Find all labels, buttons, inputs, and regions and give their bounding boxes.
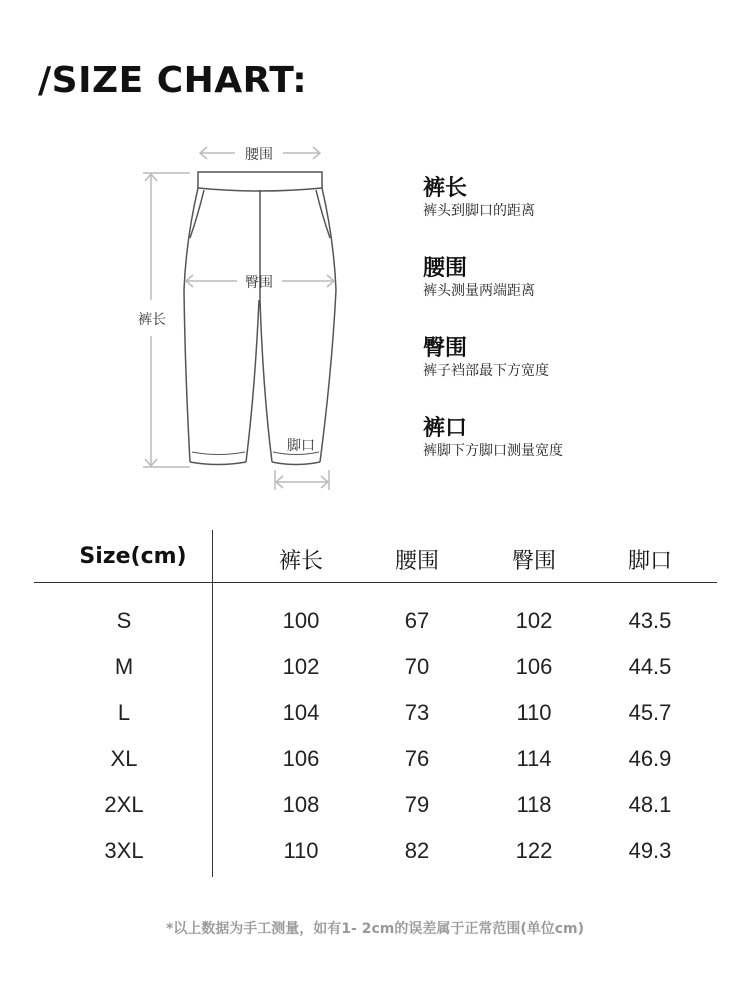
- legend-term: 臀围: [423, 336, 468, 361]
- legend-desc: 裤头到脚口的距离: [423, 203, 535, 219]
- legend-term: 裤口: [423, 416, 468, 441]
- legend-desc: 裤头测量两端距离: [423, 283, 535, 299]
- hem-label: 脚口: [287, 438, 315, 454]
- legend-item-length: [423, 176, 535, 220]
- table-cell: 67: [404, 608, 430, 633]
- table-cell: 118: [516, 792, 552, 817]
- header-size: Size(cm): [79, 544, 187, 569]
- pants-outline-icon: [184, 172, 336, 465]
- table-cell: 102: [515, 608, 553, 633]
- table-row-size: L: [117, 700, 131, 725]
- table-cell: 76: [404, 746, 430, 771]
- table-cell: 82: [404, 838, 430, 863]
- table-row-size: S: [116, 608, 132, 633]
- table-cell: 43.5: [628, 608, 672, 633]
- table-divider-horizontal: [34, 582, 717, 583]
- table-cell: 122: [515, 838, 553, 863]
- legend-item-waist: [423, 256, 535, 300]
- table-cell: 44.5: [628, 654, 672, 679]
- legend-term: 腰围: [423, 256, 468, 281]
- size-table: [0, 530, 750, 880]
- table-cell: 110: [283, 838, 319, 863]
- table-cell: 45.7: [628, 700, 672, 725]
- table-cell: 106: [282, 746, 320, 771]
- waist-label: 腰围: [245, 147, 273, 163]
- legend-item-hip: [423, 336, 549, 380]
- table-cell: 79: [404, 792, 430, 817]
- table-cell: 110: [516, 700, 552, 725]
- length-label: 裤长: [138, 312, 166, 328]
- table-cell: 46.9: [628, 746, 672, 771]
- table-cell: 114: [516, 746, 552, 771]
- header-hip: 臀围: [511, 549, 557, 574]
- header-hem: 脚口: [627, 549, 673, 574]
- table-cell: 104: [282, 700, 320, 725]
- legend-desc: 裤子裆部最下方宽度: [423, 363, 549, 379]
- header-length: 裤长: [278, 549, 324, 574]
- table-row-size: M: [114, 654, 134, 679]
- table-cell: 108: [282, 792, 320, 817]
- footnote: *以上数据为手工测量，如有1- 2cm的误差属于正常范围(单位cm): [165, 921, 585, 937]
- table-cell: 48.1: [628, 792, 672, 817]
- hip-label: 臀围: [245, 275, 273, 291]
- legend-item-hem: [423, 416, 563, 460]
- table-row-size: 2XL: [104, 792, 144, 817]
- table-cell: 100: [282, 608, 320, 633]
- legend-desc: 裤脚下方脚口测量宽度: [423, 443, 563, 459]
- hem-arrow: [275, 470, 329, 490]
- table-cell: 102: [282, 654, 320, 679]
- table-cell: 73: [404, 700, 430, 725]
- table-cell: 49.3: [628, 838, 672, 863]
- table-row-size: XL: [110, 746, 138, 771]
- table-cell: 70: [404, 654, 430, 679]
- table-row-size: 3XL: [104, 838, 144, 863]
- header-waist: 腰围: [394, 549, 440, 574]
- table-cell: 106: [515, 654, 553, 679]
- page-title: /SIZE CHART:: [38, 60, 308, 101]
- legend-term: 裤长: [423, 176, 468, 201]
